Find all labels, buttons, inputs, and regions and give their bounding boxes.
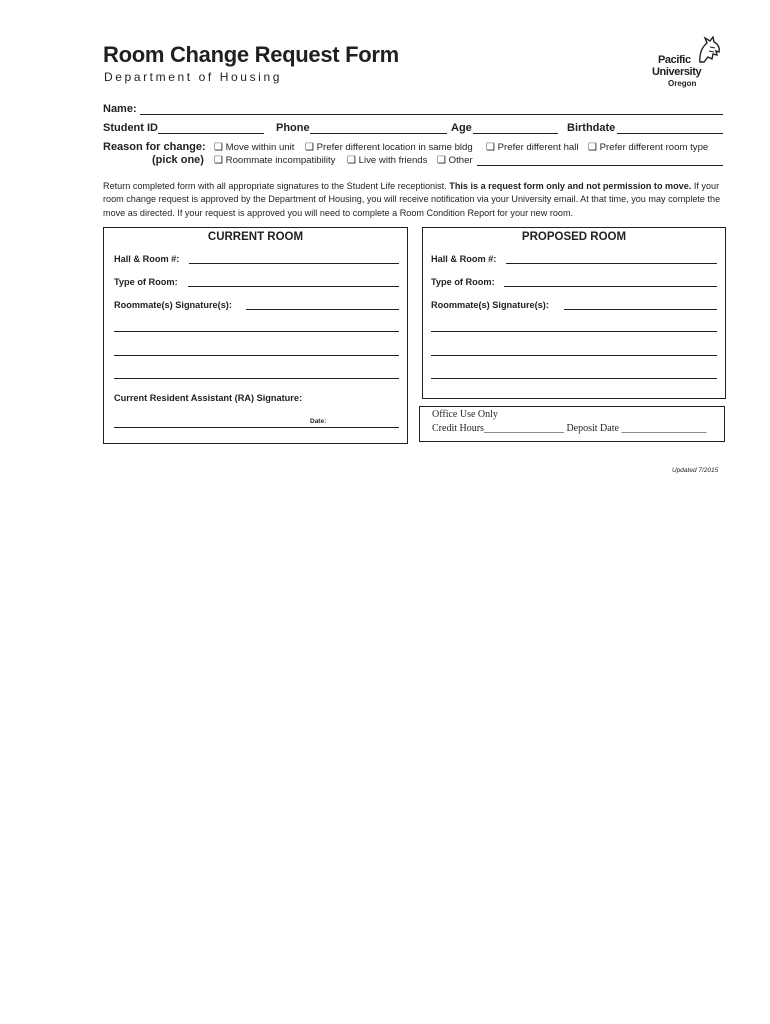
deposit-date-field[interactable]: _________________ xyxy=(621,423,707,434)
proposed-roommate-sig-field[interactable] xyxy=(564,309,717,310)
current-roommate-sig-line[interactable] xyxy=(114,355,399,356)
current-roommate-sig-field[interactable] xyxy=(246,309,399,310)
proposed-type-field[interactable] xyxy=(504,286,717,287)
proposed-type-label: Type of Room: xyxy=(431,277,495,287)
pick-one-label: (pick one) xyxy=(152,154,204,166)
checkbox-icon[interactable]: ❑ xyxy=(486,142,495,153)
updated-note: Updated 7/2015 xyxy=(672,467,719,474)
instructions-text: Return completed form with all appropriate signatures to the Student Life receptionist. xyxy=(103,181,450,191)
current-hall-room-field[interactable] xyxy=(189,263,399,264)
ra-signature-label: Current Resident Assistant (RA) Signature: xyxy=(114,393,303,403)
reason-option[interactable] xyxy=(214,142,294,153)
option-label: Prefer different room type xyxy=(599,142,709,153)
instructions-text: If your room change request is approved by the Department of Housing, you will receive notification via your University email. At that time, you may complete the move as directed. If your request is approved you will need to complete a Room Condition Report for your new room. xyxy=(103,181,721,218)
credit-hours-label: Credit Hours xyxy=(432,423,484,434)
birthdate-field[interactable] xyxy=(617,133,723,134)
proposed-room-box xyxy=(422,227,726,399)
age-label: Age xyxy=(451,122,472,134)
proposed-room-heading: PROPOSED ROOM xyxy=(521,231,627,243)
logo-line-university: University xyxy=(652,66,702,78)
name-label: Name: xyxy=(103,103,137,115)
checkbox-icon[interactable]: ❑ xyxy=(305,142,314,153)
name-field[interactable] xyxy=(140,114,723,115)
university-logo xyxy=(652,36,724,92)
student-id-label: Student ID xyxy=(103,122,158,134)
form-subtitle: Department of Housing xyxy=(104,70,282,84)
age-field[interactable] xyxy=(473,133,558,134)
checkbox-icon[interactable]: ❑ xyxy=(347,155,356,166)
reason-option[interactable] xyxy=(486,142,579,153)
current-type-field[interactable] xyxy=(188,286,399,287)
current-roommate-sig-line[interactable] xyxy=(114,378,399,379)
phone-field[interactable] xyxy=(310,133,447,134)
option-label: Move within unit xyxy=(225,142,295,153)
instructions-paragraph xyxy=(103,180,725,220)
instructions-bold: This is a request form only and not permission to move. xyxy=(449,181,692,191)
proposed-hall-room-label: Hall & Room #: xyxy=(431,254,497,264)
current-room-heading: CURRENT ROOM xyxy=(207,231,304,243)
proposed-roommate-sig-line[interactable] xyxy=(431,355,717,356)
reason-option[interactable] xyxy=(214,155,335,166)
option-label: Live with friends xyxy=(358,155,428,166)
office-credit-row xyxy=(432,423,706,434)
other-reason-field[interactable] xyxy=(477,165,723,166)
proposed-roommate-sig-line[interactable] xyxy=(431,331,717,332)
reason-option[interactable] xyxy=(437,155,473,166)
checkbox-icon[interactable]: ❑ xyxy=(214,155,223,166)
current-type-label: Type of Room: xyxy=(114,277,178,287)
phone-label: Phone xyxy=(276,122,310,134)
logo-line-oregon: Oregon xyxy=(668,79,697,88)
proposed-roommate-sig-line[interactable] xyxy=(431,378,717,379)
proposed-roommate-sig-label: Roommate(s) Signature(s): xyxy=(431,300,549,310)
checkbox-icon[interactable]: ❑ xyxy=(437,155,446,166)
current-hall-room-label: Hall & Room #: xyxy=(114,254,180,264)
proposed-hall-room-field[interactable] xyxy=(506,263,717,264)
ra-signature-field[interactable] xyxy=(114,427,399,428)
credit-hours-field[interactable]: ________________ xyxy=(483,423,564,434)
option-label: Prefer different hall xyxy=(497,142,579,153)
office-use-title: Office Use Only xyxy=(432,409,498,420)
current-roommate-sig-label: Roommate(s) Signature(s): xyxy=(114,300,232,310)
student-id-field[interactable] xyxy=(158,133,264,134)
option-label: Roommate incompatibility xyxy=(225,155,336,166)
reason-label: Reason for change: xyxy=(103,141,206,153)
logo-line-pacific: Pacific xyxy=(658,54,691,66)
reason-option[interactable] xyxy=(347,155,427,166)
option-label: Prefer different location in same bldg xyxy=(316,142,473,153)
reason-option[interactable] xyxy=(588,142,708,153)
birthdate-label: Birthdate xyxy=(567,122,616,134)
checkbox-icon[interactable]: ❑ xyxy=(214,142,223,153)
deposit-date-label: Deposit Date xyxy=(566,423,619,434)
option-label: Other xyxy=(448,155,473,166)
reason-option[interactable] xyxy=(305,142,473,153)
current-roommate-sig-line[interactable] xyxy=(114,331,399,332)
form-title: Room Change Request Form xyxy=(103,42,399,67)
boxer-mascot-icon xyxy=(696,36,722,64)
ra-date-label: Date: xyxy=(310,418,327,425)
checkbox-icon[interactable]: ❑ xyxy=(588,142,597,153)
